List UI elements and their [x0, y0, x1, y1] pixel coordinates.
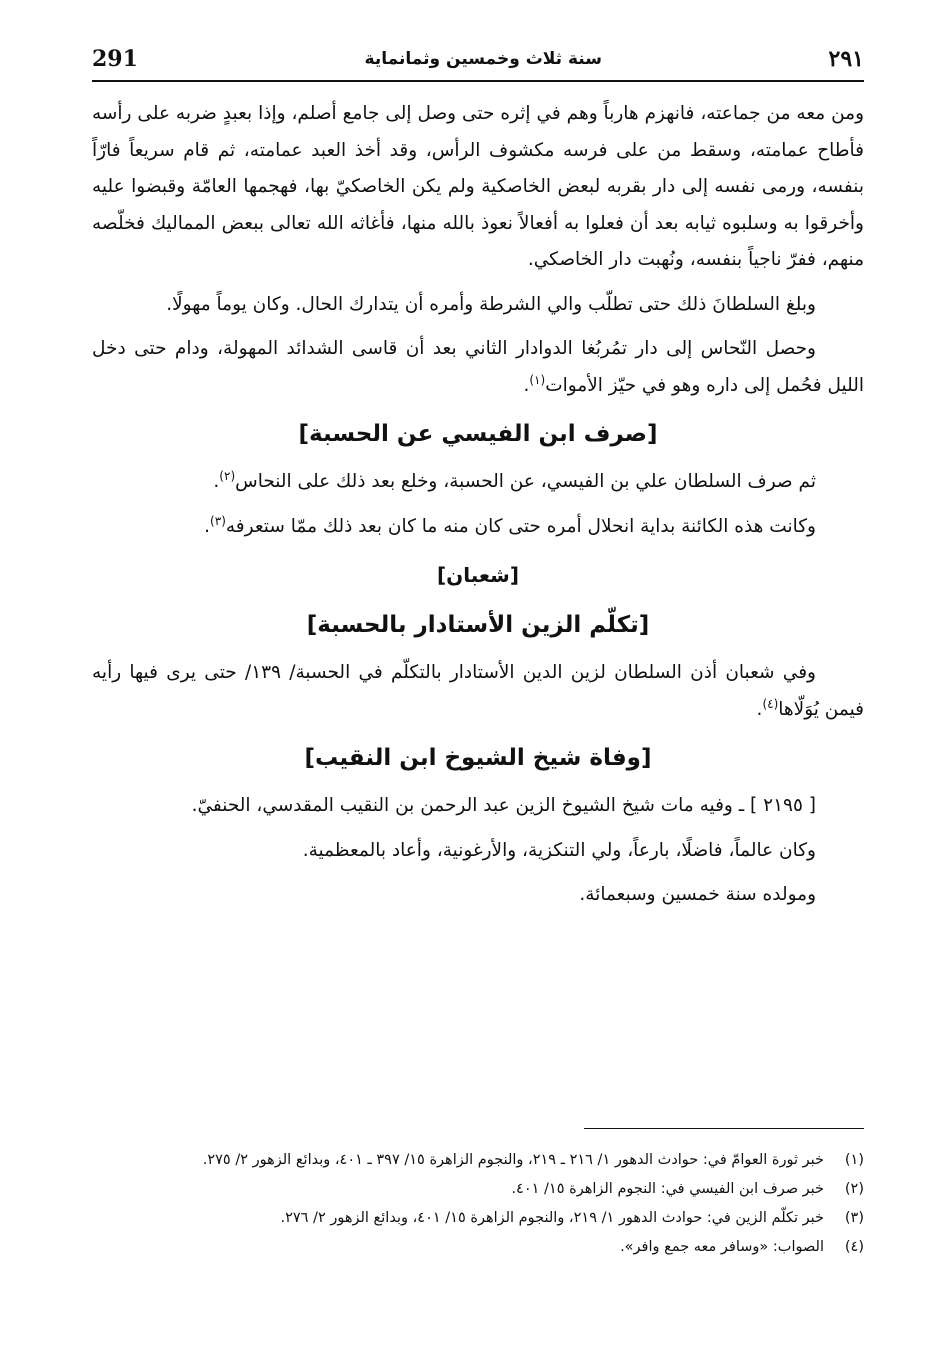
paragraph-end: . [204, 515, 211, 537]
paragraph-end: . [523, 374, 530, 396]
footnote [92, 1146, 864, 1175]
footnote-number: (٢) [844, 1181, 864, 1197]
footnote-number: (٤) [844, 1239, 864, 1255]
biography-entry: [ ٢١٩٥ ] ـ وفيه مات شيخ الشيوخ الزين عبد الرحمن بن النقيب المقدسي، الحنفيّ. [191, 795, 816, 816]
footnote-text: خبر صرف ابن الفيسي في: النجوم الزاهرة ١٥/ ٤٠١. [511, 1181, 824, 1197]
section-heading: [وفاة شيخ الشيوخ ابن النقيب] [304, 745, 652, 771]
paragraph: وبلغ السلطانَ ذلك حتى تطلّب والي الشرطة وأمره أن يتدارك الحال. وكان يوماً مهولًا. [166, 293, 816, 315]
paragraph [92, 509, 864, 546]
footnote-number: (٣) [844, 1210, 864, 1226]
footnote-text: خبر ثورة العوامّ في: حوادث الدهور ١/ ٢١٦ ـ ٢١٩، والنجوم الزاهرة ١٥/ ٣٩٧ ـ ٤٠١، وبدائع الزهور ٢/ ٢٧٥. [202, 1152, 824, 1168]
paragraph-text: وحصل النّحاس إلى دار تمُربُغا الدوادار الثاني بعد أن قاسى الشدائد المهولة، ودام حتى دخل الليل فحُمل إلى داره وهو في حيّز الأموات [92, 338, 864, 396]
footnote-separator [584, 1128, 864, 1129]
paragraph-end: . [756, 698, 763, 720]
paragraph-text: وكانت هذه الكائنة بداية انحلال أمره حتى كان منه ما كان بعد ذلك ممّا ستعرفه [225, 515, 816, 537]
footnote-number: (١) [844, 1152, 864, 1168]
footnotes [92, 1146, 864, 1262]
running-header [92, 38, 864, 82]
paragraph-end: . [213, 471, 220, 492]
footnote-ref: (١) [529, 372, 546, 387]
paragraph [92, 464, 864, 501]
paragraph [92, 331, 864, 404]
footnote-ref: (٢) [219, 468, 236, 483]
page-number-latin: 291 [92, 46, 138, 72]
paragraph [92, 655, 864, 728]
page-number-arabic: ٢٩١ [828, 46, 864, 72]
footnote [92, 1204, 864, 1233]
running-title: سنة ثلاث وخمسين وثمانماية [364, 49, 602, 69]
footnote-text: الصواب: «وسافر معه جمع وافر». [620, 1239, 824, 1255]
footnote-ref: (٣) [210, 513, 226, 528]
paragraph-text: ثم صرف السلطان علي بن الفيسي، عن الحسبة، وخلع بعد ذلك على النحاس [235, 471, 816, 492]
footnote [92, 1233, 864, 1262]
footnote-text: خبر تكلّم الزين في: حوادث الدهور ١/ ٢١٩، والنجوم الزاهرة ١٥/ ٤٠١، وبدائع الزهور ٢/ ٢٧٦. [280, 1210, 824, 1226]
paragraph: وكان عالماً، فاضلًا، بارعاً، ولي التنكزية، والأرغونية، وأعاد بالمعظمية. [302, 839, 816, 861]
section-heading: [تكلّم الزين الأستادار بالحسبة] [306, 612, 650, 638]
main-text [92, 96, 864, 922]
paragraph: ومن معه من جماعته، فانهزم هارباً وهم في إثره حتى وصل إلى جامع أصلم، وإذا بعبدٍ ضربه على رأسه فأطاح عمامته، وسقط من على فرسه مكشوف الرأس، وقد أخذ العبد عمامته، ثم قام سريعاً فارّاً بنفسه، ورمى نفسه إلى دار بقربه لبعض الخاصكية ولم يكن الخاصكيّ بها، فهجمها العامّة وقبضوا عليه وأخرقوا به وسلبوه ثيابه بعد أن فعلوا به أفعالاً نعوذ بالله منها، فأغاثه الله تعالى ببعض المماليك فخلّصه منهم، ففرّ ناجياً بنفسه، ونُهبت دار الخاصكي. [92, 103, 864, 270]
footnote-ref: (٤) [762, 696, 779, 711]
section-heading: [صرف ابن الفيسي عن الحسبة] [298, 421, 658, 447]
paragraph-text: وفي شعبان أذن السلطان لزين الدين الأستادار بالتكلّم في الحسبة/ ١٣٩/ حتى يرى فيها رأيه فيمن يُوَلّاها [92, 662, 864, 720]
paragraph: ومولده سنة خمسين وسبعمائة. [579, 884, 816, 905]
footnote [92, 1175, 864, 1204]
month-heading: [شعبان] [437, 563, 519, 587]
